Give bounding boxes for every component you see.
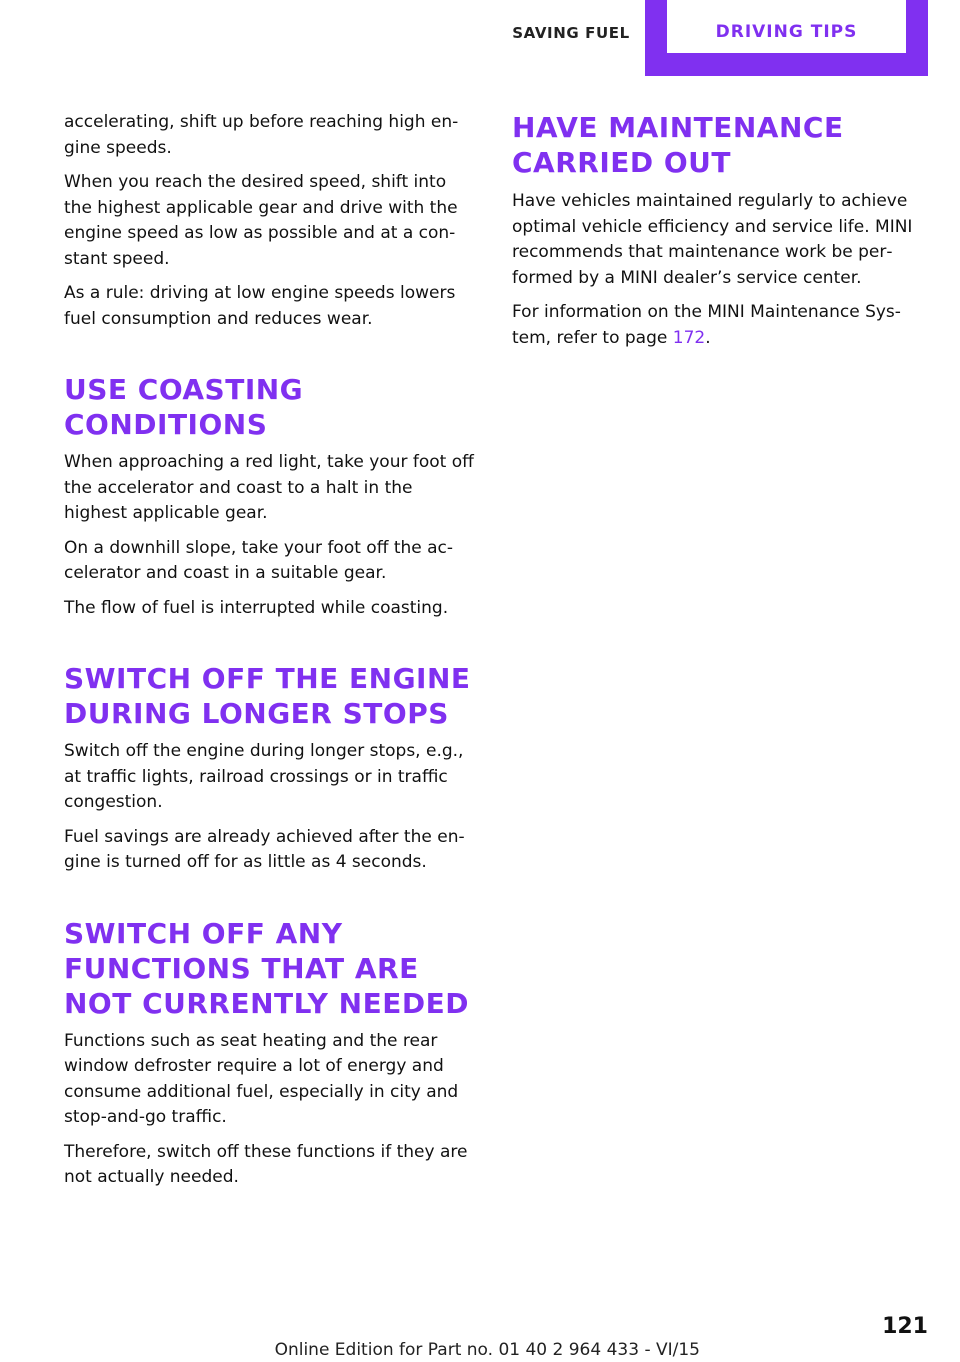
section-heading-maintenance: HAVE MAINTENANCE CARRIED OUT (512, 111, 844, 179)
paragraph-with-link (512, 300, 924, 351)
paragraph-end: . (705, 327, 711, 348)
paragraph: When approaching a red light, take your foot off the accelerator and coast to a halt in the highest applicable gear. (64, 452, 474, 523)
header-section-title: SAVING FUEL (512, 24, 630, 42)
right-column (512, 110, 924, 360)
header-chapter-label: DRIVING TIPS (715, 22, 858, 42)
paragraph: Switch off the engine during longer stops, e.g., at traffic lights, railroad crossings or in traffic congestion. (64, 741, 464, 812)
paragraph: Have vehicles maintained regularly to achieve optimal vehicle efficiency and service life. MINI recommends that maintenance work be performed by a MINI dealer’s service center. (512, 191, 913, 288)
page-reference-link[interactable]: 172 (672, 327, 706, 348)
paragraph: Therefore, switch off these functions if they are not actually needed. (64, 1141, 468, 1187)
paragraph-text: For information on the MINI Maintenance System, refer to page (512, 302, 901, 348)
left-column (64, 110, 476, 1200)
paragraph: On a downhill slope, take your foot off the accelerator and coast in a suitable gear. (64, 537, 454, 583)
section-heading-functions: SWITCH OFF ANY FUNCTIONS THAT ARE NOT CURRENTLY NEEDED (64, 916, 469, 1020)
section-heading-engine-stops: SWITCH OFF THE ENGINE DURING LONGER STOPS (64, 662, 471, 730)
paragraph: The flow of fuel is interrupted while coasting. (64, 597, 449, 618)
footer-edition: Online Edition for Part no. 01 40 2 964 433 - VI/15 (274, 1340, 700, 1360)
header-chapter-tab-inner (667, 0, 906, 53)
paragraph: Fuel savings are already achieved after the engine is turned off for as little as 4 seconds. (64, 826, 465, 872)
page-number: 121 (882, 1314, 928, 1339)
paragraph: When you reach the desired speed, shift into the highest applicable gear and drive with the engine speed as low as possible and at a constant speed. (64, 172, 458, 269)
header-chapter-tab[interactable] (645, 0, 928, 76)
section-heading-coasting: USE COASTING CONDITIONS (64, 373, 304, 441)
paragraph: Functions such as seat heating and the rear window defroster require a lot of energy and consume additional fuel, especially in city and stop-and-go traffic. (64, 1030, 459, 1127)
paragraph: accelerating, shift up before reaching high engine speeds. (64, 112, 459, 158)
paragraph: As a rule: driving at low engine speeds lowers fuel consumption and reduces wear. (64, 283, 456, 329)
